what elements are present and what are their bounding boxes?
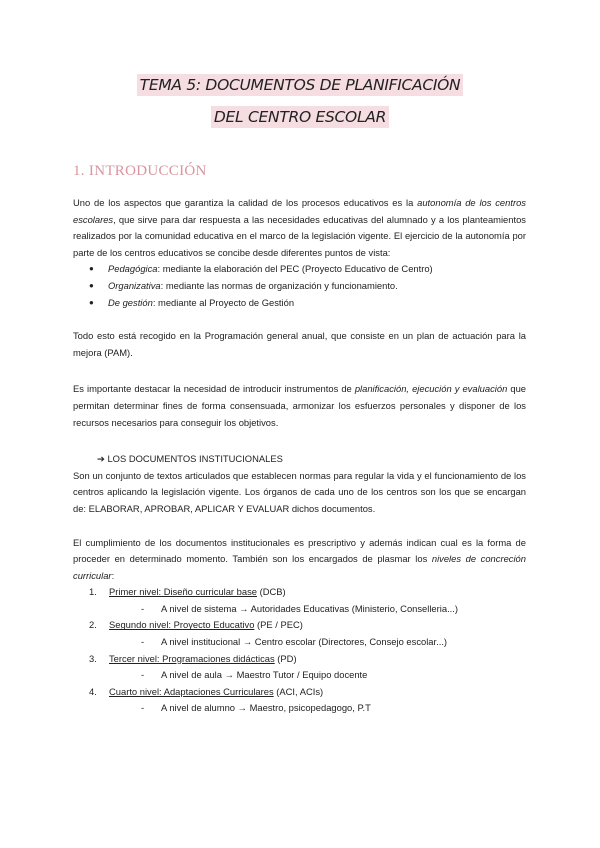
dash-icon: - [141,636,145,648]
autonomy-list [73,261,526,311]
list-item: 3. Tercer nivel: Programaciones didácticas (PD) - A nivel de aula → Maestro Tutor / Equipo docente [89,651,526,684]
list-item: ● Organizativa: mediante las normas de organización y funcionamiento. [89,278,526,295]
bullet-icon: ● [89,264,94,274]
intro-paragraph-1: Uno de los aspectos que garantiza la calidad de los procesos educativos es la autonomía de los centros escolares, que sirve para dar respuesta a las necesidades educativas del alumnado y a los planteamientos realizados por la comunidad educativa en el marco de la legislación vigente. El ejercicio de la autonomía por parte de los centros educativos se concibe desde diferentes puntos de vista: [73,197,526,258]
docs-paragraph-1: Son un conjunto de textos articulados que establecen normas para regular la vida y el funcionamiento de los centros aplicando la legislación vigente. Los órganos de cada uno de los centros son los que se encargan de: ELABORAR, APROBAR, APLICAR Y EVALUAR dichos documentos. [73,469,526,514]
dash-icon: - [141,602,145,614]
title-line-2: DEL CENTRO ESCOLAR [0,110,600,126]
curricular-levels-list [73,584,526,717]
list-item: 4. Cuarto nivel: Adaptaciones Curriculares (ACI, ACIs) - A nivel de alumno → Maestro, psicopedagogo, P.T [89,684,526,717]
section-heading: 1. INTRODUCCIÓN [73,163,207,179]
title-line-1: TEMA 5: DOCUMENTOS DE PLANIFICACIÓN [0,78,600,94]
dash-icon: - [141,702,145,714]
dash-icon: - [141,669,145,681]
document-body [73,195,526,717]
docs-paragraph-2: El cumplimiento de los documentos institucionales es prescriptivo y además indican cual es la forma de proceder en determinado momento. También son los encargados de plasmar los niveles de concreción curricular: [73,536,526,581]
list-item: ● Pedagógica: mediante la elaboración del PEC (Proyecto Educativo de Centro) [89,261,526,278]
bullet-icon: ● [89,280,94,290]
intro-paragraph-2: Todo esto está recogido en la Programación general anual, que consiste en un plan de actuación para la mejora (PAM). [73,330,526,358]
list-item: ● De gestión: mediante al Proyecto de Gestión [89,295,526,312]
list-item: 1. Primer nivel: Diseño curricular base (DCB) - A nivel de sistema → Autoridades Educativas (Ministerio, Conselleria...) [89,584,526,617]
list-item: 2. Segundo nivel: Proyecto Educativo (PE / PEC) - A nivel institucional → Centro escolar (Directores, Consejo escolar...) [89,617,526,650]
intro-paragraph-3: Es importante destacar la necesidad de introducir instrumentos de planificación, ejecución y evaluación que permitan determinar fines de forma consensuada, armonizar los esfuerzos personales y disponer de los recursos necesarios para conseguir los objetivos. [73,383,526,428]
subsection-heading: ➔ LOS DOCUMENTOS INSTITUCIONALES [97,453,283,465]
bullet-icon: ● [89,297,94,307]
